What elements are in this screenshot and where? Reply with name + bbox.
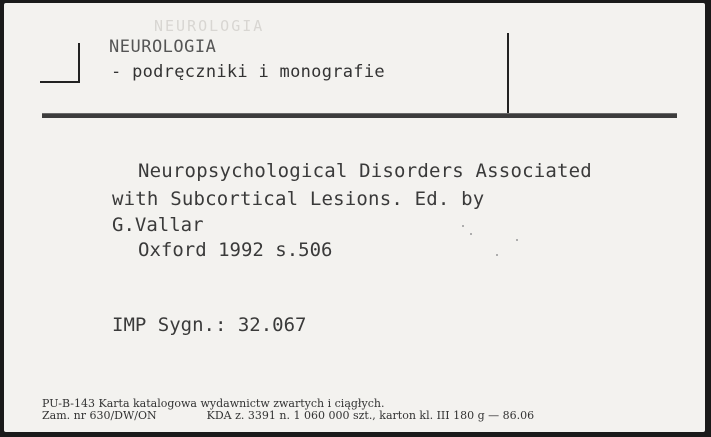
title-line-2: with Subcortical Lesions. Ed. by bbox=[112, 188, 485, 210]
header-rule bbox=[42, 113, 677, 118]
subject-subheading: - podręczniki i monografie bbox=[111, 62, 385, 82]
catalog-card bbox=[4, 3, 705, 432]
footer-line-2 bbox=[42, 409, 534, 422]
order-number: Zam. nr 630/DW/ON bbox=[42, 409, 157, 422]
paper-speck bbox=[462, 225, 464, 227]
right-vertical-line bbox=[507, 33, 509, 115]
left-corner-bracket bbox=[40, 43, 80, 83]
paper-speck bbox=[470, 233, 472, 235]
paper-speck bbox=[516, 239, 518, 241]
print-details: KDA z. 3391 n. 1 060 000 szt., karton kl. III 180 g — 86.06 bbox=[206, 409, 535, 422]
call-number: IMP Sygn.: 32.067 bbox=[112, 314, 307, 336]
imprint: Oxford 1992 s.506 bbox=[138, 239, 333, 261]
subject-heading: NEUROLOGIA bbox=[109, 37, 217, 57]
editor-name: G.Vallar bbox=[112, 214, 204, 236]
faded-stamp-text: NEUROLOGIA bbox=[154, 17, 265, 35]
paper-speck bbox=[496, 254, 498, 256]
title-line-1: Neuropsychological Disorders Associated bbox=[138, 160, 592, 182]
footer-line-1: PU-B-143 Karta katalogowa wydawnictw zwartych i ciągłych. bbox=[42, 397, 385, 410]
